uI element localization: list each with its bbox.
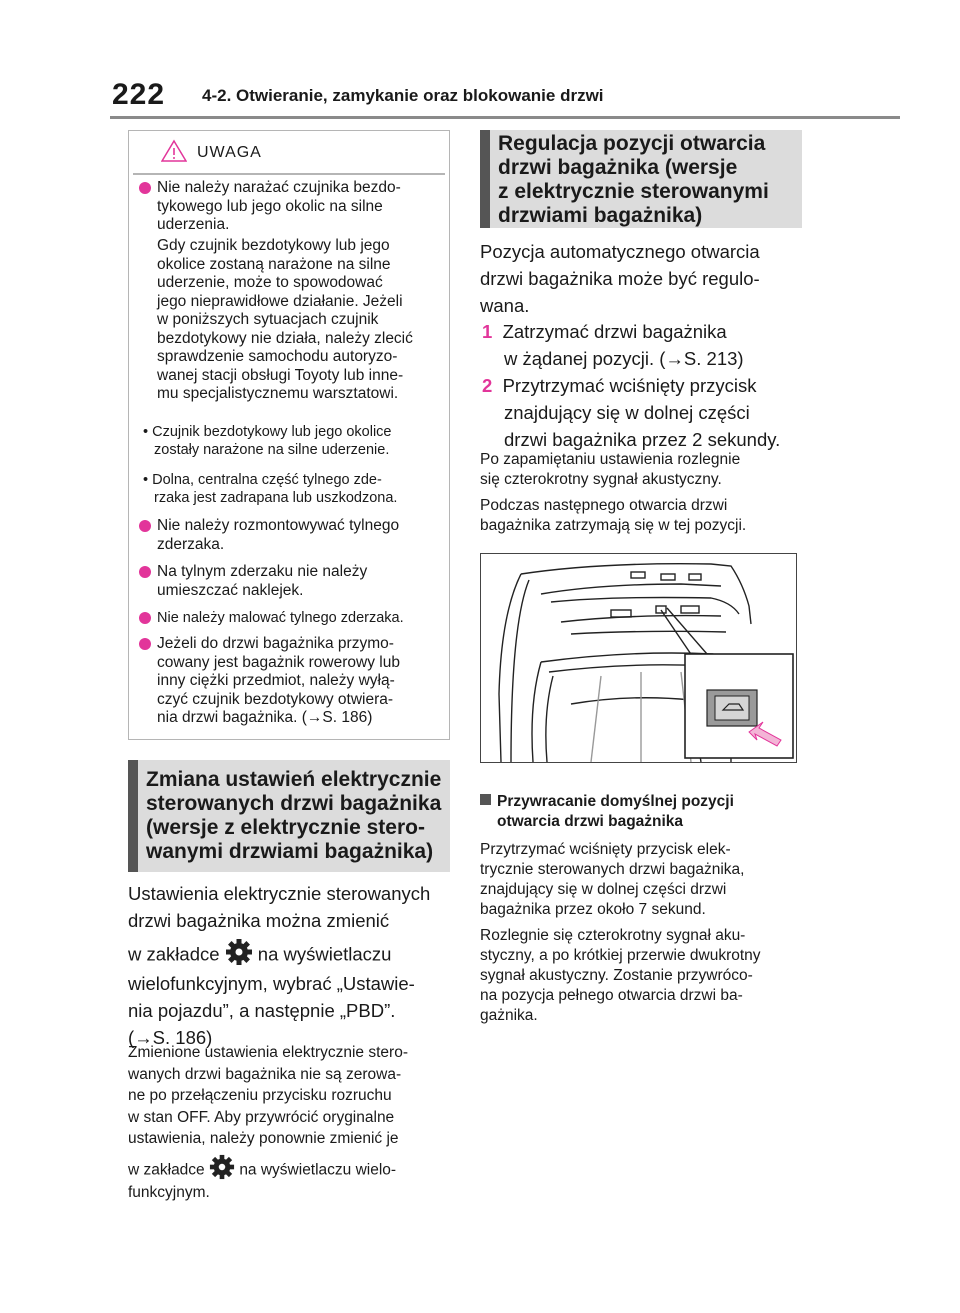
text-line: Nie należy narażać czujnika bezdo-: [157, 179, 401, 196]
text-line: umieszczać naklejek.: [157, 581, 304, 599]
heading-line: Regulacja pozycji otwarcia: [498, 132, 766, 155]
text-line: bezdotykowy nie działa, należy zlecić: [157, 329, 413, 347]
heading-text: [146, 768, 441, 864]
warning-title: UWAGA: [197, 144, 262, 161]
text-line: uderzenie, może to spowodować: [157, 274, 383, 291]
section-heading-position: [480, 130, 802, 228]
text-line: Rozlegnie się czterokrotny sygnał aku-: [480, 927, 746, 944]
text-line-with-icon: [128, 1154, 463, 1182]
text-line: • Czujnik bezdotykowy lub jego okolice: [143, 424, 392, 440]
reset-paragraph-2: [480, 926, 815, 1026]
heading-line: Zmiana ustawień elektrycznie: [146, 768, 442, 791]
warning-item-2: [139, 517, 444, 554]
text-line: Podczas następnego otwarcia drzwi: [480, 497, 728, 514]
text-line: inny ciężki przedmiot, należy wyłą-: [157, 672, 395, 689]
text-line: nia drzwi bagażnika. (→S. 186): [157, 709, 373, 726]
tailgate-button-illustration: [480, 553, 797, 763]
text-fragment: w zakładce: [128, 943, 220, 965]
text-line: ustawienia, należy ponownie zmienić je: [128, 1130, 399, 1147]
text-line: Pozycja automatycznego otwarcia: [480, 241, 760, 262]
text-line: Przytrzymać wciśnięty przycisk elek-: [480, 841, 731, 858]
bullet-icon: [139, 520, 151, 532]
text-line: znajdujący się w dolnej części drzwi: [480, 881, 727, 898]
text-line: Gdy czujnik bezdotykowy lub jego: [157, 237, 390, 254]
text-line: • Dolna, centralna część tylnego zde-: [143, 472, 382, 488]
position-intro: [480, 238, 810, 319]
text-line: styczny, a po krótkiej przerwie dwukrotny: [480, 947, 761, 964]
text-fragment: na wyświetlaczu: [257, 943, 392, 965]
text-line: Jeżeli do drzwi bagażnika przymo-: [157, 635, 394, 652]
header-rule: [110, 116, 900, 119]
warning-box: [128, 130, 450, 740]
reset-paragraph-1: [480, 840, 815, 920]
text-line: sygnał akustyczny. Zostanie przywróco-: [480, 967, 753, 984]
text-line: czyć czujnik bezdotykowy otwiera-: [157, 690, 394, 708]
step-1: [482, 318, 812, 372]
step-number: 2: [482, 375, 493, 396]
text-line: wana.: [480, 295, 530, 316]
text-fragment: na wyświetlaczu wielo-: [239, 1160, 397, 1178]
text-line: Zatrzymać drzwi bagażnika: [502, 321, 727, 342]
text-line: funkcyjnym.: [128, 1183, 210, 1201]
bullet-icon: [139, 566, 151, 578]
text-line: sprawdzenie samochodu autoryzo-: [157, 348, 398, 365]
text-line: Zmienione ustawienia elektrycznie stero-: [128, 1044, 408, 1061]
text-line: tykowego lub jego okolic na silne: [157, 197, 383, 215]
warning-triangle-icon: [161, 139, 187, 168]
warning-sub-1: [143, 423, 448, 459]
note-2: [480, 496, 810, 536]
bullet-icon: [139, 612, 151, 624]
text-line: Nie należy malować tylnego zderzaka.: [157, 610, 404, 626]
text-line: drzwi bagażnika przez 2 sekundy.: [504, 429, 781, 450]
text-line: w żądanej pozycji. (→S. 213): [504, 348, 744, 369]
gear-icon: [225, 938, 253, 973]
text-line: Ustawienia elektrycznie sterowanych: [128, 883, 431, 904]
text-line: bagażnika zatrzymają się w tej pozycji.: [480, 517, 747, 534]
text-line: trycznie sterowanych drzwi bagażnika,: [480, 861, 745, 878]
text-fragment: w zakładce: [128, 1160, 205, 1178]
text-line: znajdujący się w dolnej części: [504, 402, 750, 423]
warning-item-1: [139, 179, 444, 235]
text-line: drzwi bagażnika można zmienić: [128, 910, 390, 931]
text-line: gażnika.: [480, 1007, 538, 1024]
warning-sub-2: [143, 471, 448, 507]
text-line: na pozycja pełnego otwarcia drzwi ba-: [480, 987, 743, 1004]
heading-line: wanymi drzwiami bagażnika): [146, 840, 434, 863]
warning-item-4: [139, 609, 444, 628]
heading-line: sterowanych drzwi bagażnika: [146, 792, 442, 815]
step-number: 1: [482, 321, 493, 342]
step-2: [482, 372, 812, 453]
text-line: w poniższych sytuacjach czujnik: [157, 311, 379, 328]
text-line: ne po przełączeniu przycisku rozruchu: [128, 1087, 392, 1104]
text-line: okolice zostaną narażone na silne: [157, 255, 391, 273]
text-line: Przywracanie domyślnej pozycji: [497, 793, 734, 810]
heading-bar: [128, 760, 138, 872]
text-line: Nie należy rozmontowywać tylnego: [157, 517, 400, 534]
section-heading-settings: [128, 760, 450, 872]
note-1: [480, 450, 810, 490]
text-line: (→S. 186): [128, 1027, 213, 1048]
heading-line: drzwi bagażnika (wersje: [498, 156, 738, 179]
heading-line: drzwiami bagażnika): [498, 204, 703, 227]
reset-subheading: [480, 792, 810, 832]
text-line: się czterokrotny sygnał akustyczny.: [480, 471, 722, 488]
bullet-icon: [139, 182, 151, 194]
text-line: nia pojazdu”, a następnie „PBD”.: [128, 1000, 396, 1021]
square-bullet-icon: [480, 794, 491, 805]
text-line: wanych drzwi bagażnika nie są zerowa-: [128, 1065, 402, 1083]
text-line: w stan OFF. Aby przywrócić oryginalne: [128, 1108, 395, 1126]
heading-line: (wersje z elektrycznie stero-: [146, 816, 425, 839]
heading-line: z elektrycznie sterowanymi: [498, 180, 769, 203]
text-line: jego nieprawidłowe działanie. Jeżeli: [157, 292, 403, 310]
page-number: 222: [112, 78, 166, 111]
gear-icon: [209, 1154, 235, 1187]
section-title: 4-2. Otwieranie, zamykanie oraz blokowanie drzwi: [202, 86, 604, 105]
text-line: uderzenia.: [157, 216, 230, 233]
warning-item-3: [139, 563, 444, 600]
text-line: zostały narażone na silne uderzenie.: [154, 442, 390, 458]
text-line: Po zapamiętaniu ustawienia rozlegnie: [480, 451, 741, 468]
settings-paragraph: [128, 880, 458, 1051]
text-line: Na tylnym zderzaku nie należy: [157, 563, 368, 580]
bullet-icon: [139, 638, 151, 650]
heading-bar: [480, 130, 490, 228]
text-line: Przytrzymać wciśnięty przycisk: [502, 375, 757, 396]
text-line: cowany jest bagażnik rowerowy lub: [157, 653, 400, 671]
text-line: wanej stacji obsługi Toyoty lub inne-: [157, 366, 404, 384]
text-line: rzaka jest zadrapana lub uszkodzona.: [154, 490, 398, 506]
text-line: mu specjalistycznemu warsztatowi.: [157, 385, 399, 402]
text-line: wielofunkcyjnym, wybrać „Ustawie-: [128, 973, 415, 994]
warning-item-1-body: [157, 237, 449, 404]
text-line-with-icon: [128, 938, 458, 968]
text-line: bagażnika przez około 7 sekund.: [480, 901, 706, 918]
text-line: zderzaka.: [157, 535, 225, 553]
warning-divider: [133, 173, 445, 175]
heading-text: [498, 132, 769, 228]
warning-item-5: [139, 635, 444, 728]
text-line: otwarcia drzwi bagażnika: [497, 813, 684, 830]
settings-note: [128, 1042, 463, 1203]
text-line: drzwi bagażnika może być regulo-: [480, 268, 760, 289]
